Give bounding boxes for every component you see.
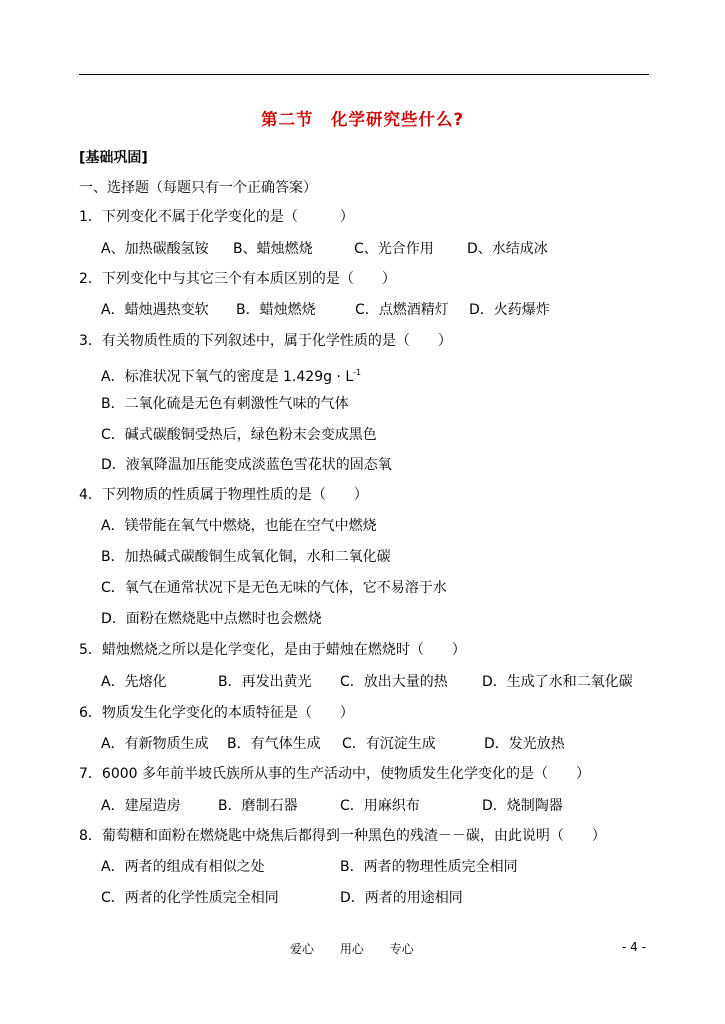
q5-option-b: B．再发出黄光 (218, 674, 312, 690)
q8-option-b: B．两者的物理性质完全相同 (340, 859, 518, 875)
instruction: 一、选择题（每题只有一个正确答案） (79, 180, 317, 196)
q1-option-c: C、光合作用 (354, 241, 434, 257)
q4-option-a: A．镁带能在氧气中燃烧，也能在空气中燃烧 (101, 518, 377, 534)
question-8-stem: 8．葡萄糖和面粉在燃烧匙中烧焦后都得到一种黑色的残渣－－碳，由此说明（ ） (79, 828, 606, 844)
q1-option-d: D、水结成冰 (467, 241, 548, 257)
question-2-stem: 2．下列变化中与其它三个有本质区别的是（ ） (79, 271, 396, 287)
q5-option-d: D．生成了水和二氧化碳 (482, 674, 633, 690)
question-7-stem: 7．6000 多年前半坡氏族所从事的生产活动中，使物质发生化学变化的是（ ） (79, 766, 590, 782)
footer-motto (290, 940, 436, 957)
footer-item-2: 用心 (339, 942, 364, 956)
footer-item-3: 专心 (389, 942, 414, 956)
header-rule (79, 74, 649, 75)
q4-option-c: C．氧气在通常状况下是无色无味的气体，它不易溶于水 (101, 580, 447, 596)
q4-option-d: D．面粉在燃烧匙中点燃时也会燃烧 (101, 611, 322, 627)
q8-option-c: C．两者的化学性质完全相同 (101, 890, 279, 906)
q2-option-c: C．点燃酒精灯 (355, 302, 449, 318)
q8-option-a: A．两者的组成有相似之处 (101, 859, 265, 875)
q3-option-c: C．碱式碳酸铜受热后，绿色粉末会变成黑色 (101, 427, 377, 443)
q8-option-d: D．两者的用途相同 (340, 890, 463, 906)
q6-option-d: D．发光放热 (484, 736, 565, 752)
question-1-stem: 1．下列变化不属于化学变化的是（ ） (79, 209, 354, 225)
question-5-stem: 5．蜡烛燃烧之所以是化学变化，是由于蜡烛在燃烧时（ ） (79, 642, 466, 658)
question-3-stem: 3．有关物质性质的下列叙述中，属于化学性质的是（ ） (79, 333, 452, 349)
q6-option-a: A．有新物质生成 (101, 736, 209, 752)
section-heading: [基础巩固] (79, 150, 148, 166)
q4-option-b: B．加热碱式碳酸铜生成氧化铜，水和二氧化碳 (101, 549, 391, 565)
q1-option-a: A、加热碳酸氢铵 (101, 241, 209, 257)
q3-option-a (101, 363, 361, 387)
question-4-stem: 4．下列物质的性质属于物理性质的是（ ） (79, 487, 368, 503)
question-6-stem: 6．物质发生化学变化的本质特征是（ ） (79, 705, 354, 721)
q5-option-a: A．先熔化 (101, 674, 167, 690)
q6-option-b: B．有气体生成 (227, 736, 321, 752)
q2-option-d: D．火药爆炸 (469, 302, 550, 318)
q3-option-a-superscript: -1 (353, 368, 362, 377)
q1-option-b: B、蜡烛燃烧 (233, 241, 313, 257)
q3-option-d: D．液氧降温加压能变成淡蓝色雪花状的固态氧 (101, 457, 392, 473)
page-number: - 4 - (622, 940, 646, 954)
q5-option-c: C．放出大量的热 (340, 674, 448, 690)
q3-option-b: B．二氧化硫是无色有刺激性气味的气体 (101, 396, 349, 412)
footer-item-1: 爱心 (290, 942, 315, 956)
q7-option-d: D．烧制陶器 (482, 798, 563, 814)
q2-option-b: B．蜡烛燃烧 (236, 302, 316, 318)
q7-option-b: B．磨制石器 (218, 798, 298, 814)
q2-option-a: A．蜡烛遇热变软 (101, 302, 209, 318)
q3-option-a-text: A．标准状况下氧气的密度是 1.429g · L (101, 369, 354, 385)
page-title: 第二节 化学研究些什么? (260, 110, 465, 129)
q7-option-c: C．用麻织布 (340, 798, 420, 814)
q7-option-a: A．建屋造房 (101, 798, 181, 814)
q6-option-c: C．有沉淀生成 (342, 736, 436, 752)
